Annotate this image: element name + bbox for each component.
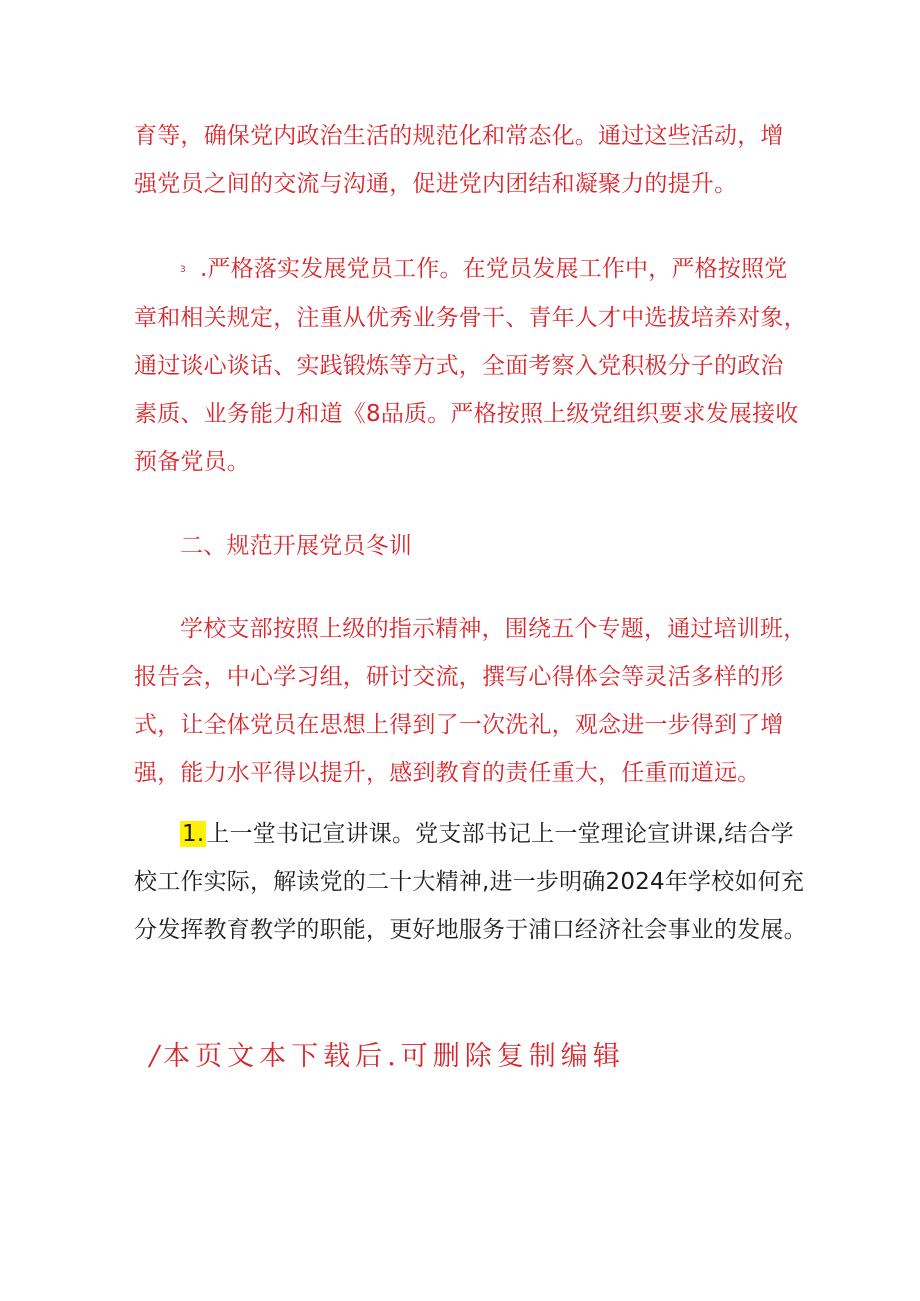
text-line: 素质、业务能力和道《8品质。严格按照上级党组织要求发展接收 <box>134 400 799 427</box>
highlighted-number: 1. <box>182 821 205 847</box>
text-line: 报告会，中心学习组，研讨交流，撰写心得体会等灵活多样的形 <box>134 664 784 690</box>
section-heading <box>134 522 814 570</box>
text-line: 式，让全体党员在思想上得到了一次洗礼，观念进一步得到了增 <box>134 712 784 738</box>
paragraph-winter-training <box>134 605 814 797</box>
text-line: 分发挥教育教学的职能，更好地服务于浦口经济社会事业的发展。 <box>134 917 807 943</box>
notice-mark: / <box>150 1041 160 1072</box>
text-line: 强，能力水平得以提升，感到教育的责任重大，任重而道远。 <box>134 760 761 786</box>
text-line: 学校支部按照上级的指示精神，围绕五个专题，通过培训班， <box>180 616 807 642</box>
text-line: 育等，确保党内政治生活的规范化和常态化。通过这些活动，增 <box>134 123 784 149</box>
notice-text: 本页文本下载后.可删除复制编辑 <box>163 1041 625 1072</box>
text-line: 章和相关规定，注重从优秀业务骨干、青年人才中选拔培养对象， <box>134 304 807 331</box>
heading-text: 二、规范开展党员冬训 <box>180 533 412 559</box>
paragraph-secretary-lecture <box>134 810 814 954</box>
text-line <box>134 810 814 858</box>
paragraph-member-development <box>134 245 814 486</box>
text-line: 通过谈心谈话、实践锻炼等方式，全面考察入党积极分子的政治 <box>134 352 784 379</box>
paragraph-party-activities <box>134 112 814 208</box>
text-line: 校工作实际，解读党的二十大精神,进一步明确2024年学校如何充 <box>134 869 805 895</box>
list-marker: 3 <box>180 264 186 275</box>
text-line-content: 上一堂书记宣讲课。党支部书记上一堂理论宣讲课,结合学 <box>206 821 794 847</box>
text-line: 预备党员。 <box>134 448 250 475</box>
text-line <box>134 245 814 294</box>
text-line-content: .严格落实发展党员工作。在党员发展工作中，严格按照党 <box>199 256 788 282</box>
text-line: 强党员之间的交流与沟通，促进党内团结和凝聚力的提升。 <box>134 171 738 197</box>
editable-notice <box>150 1034 625 1073</box>
